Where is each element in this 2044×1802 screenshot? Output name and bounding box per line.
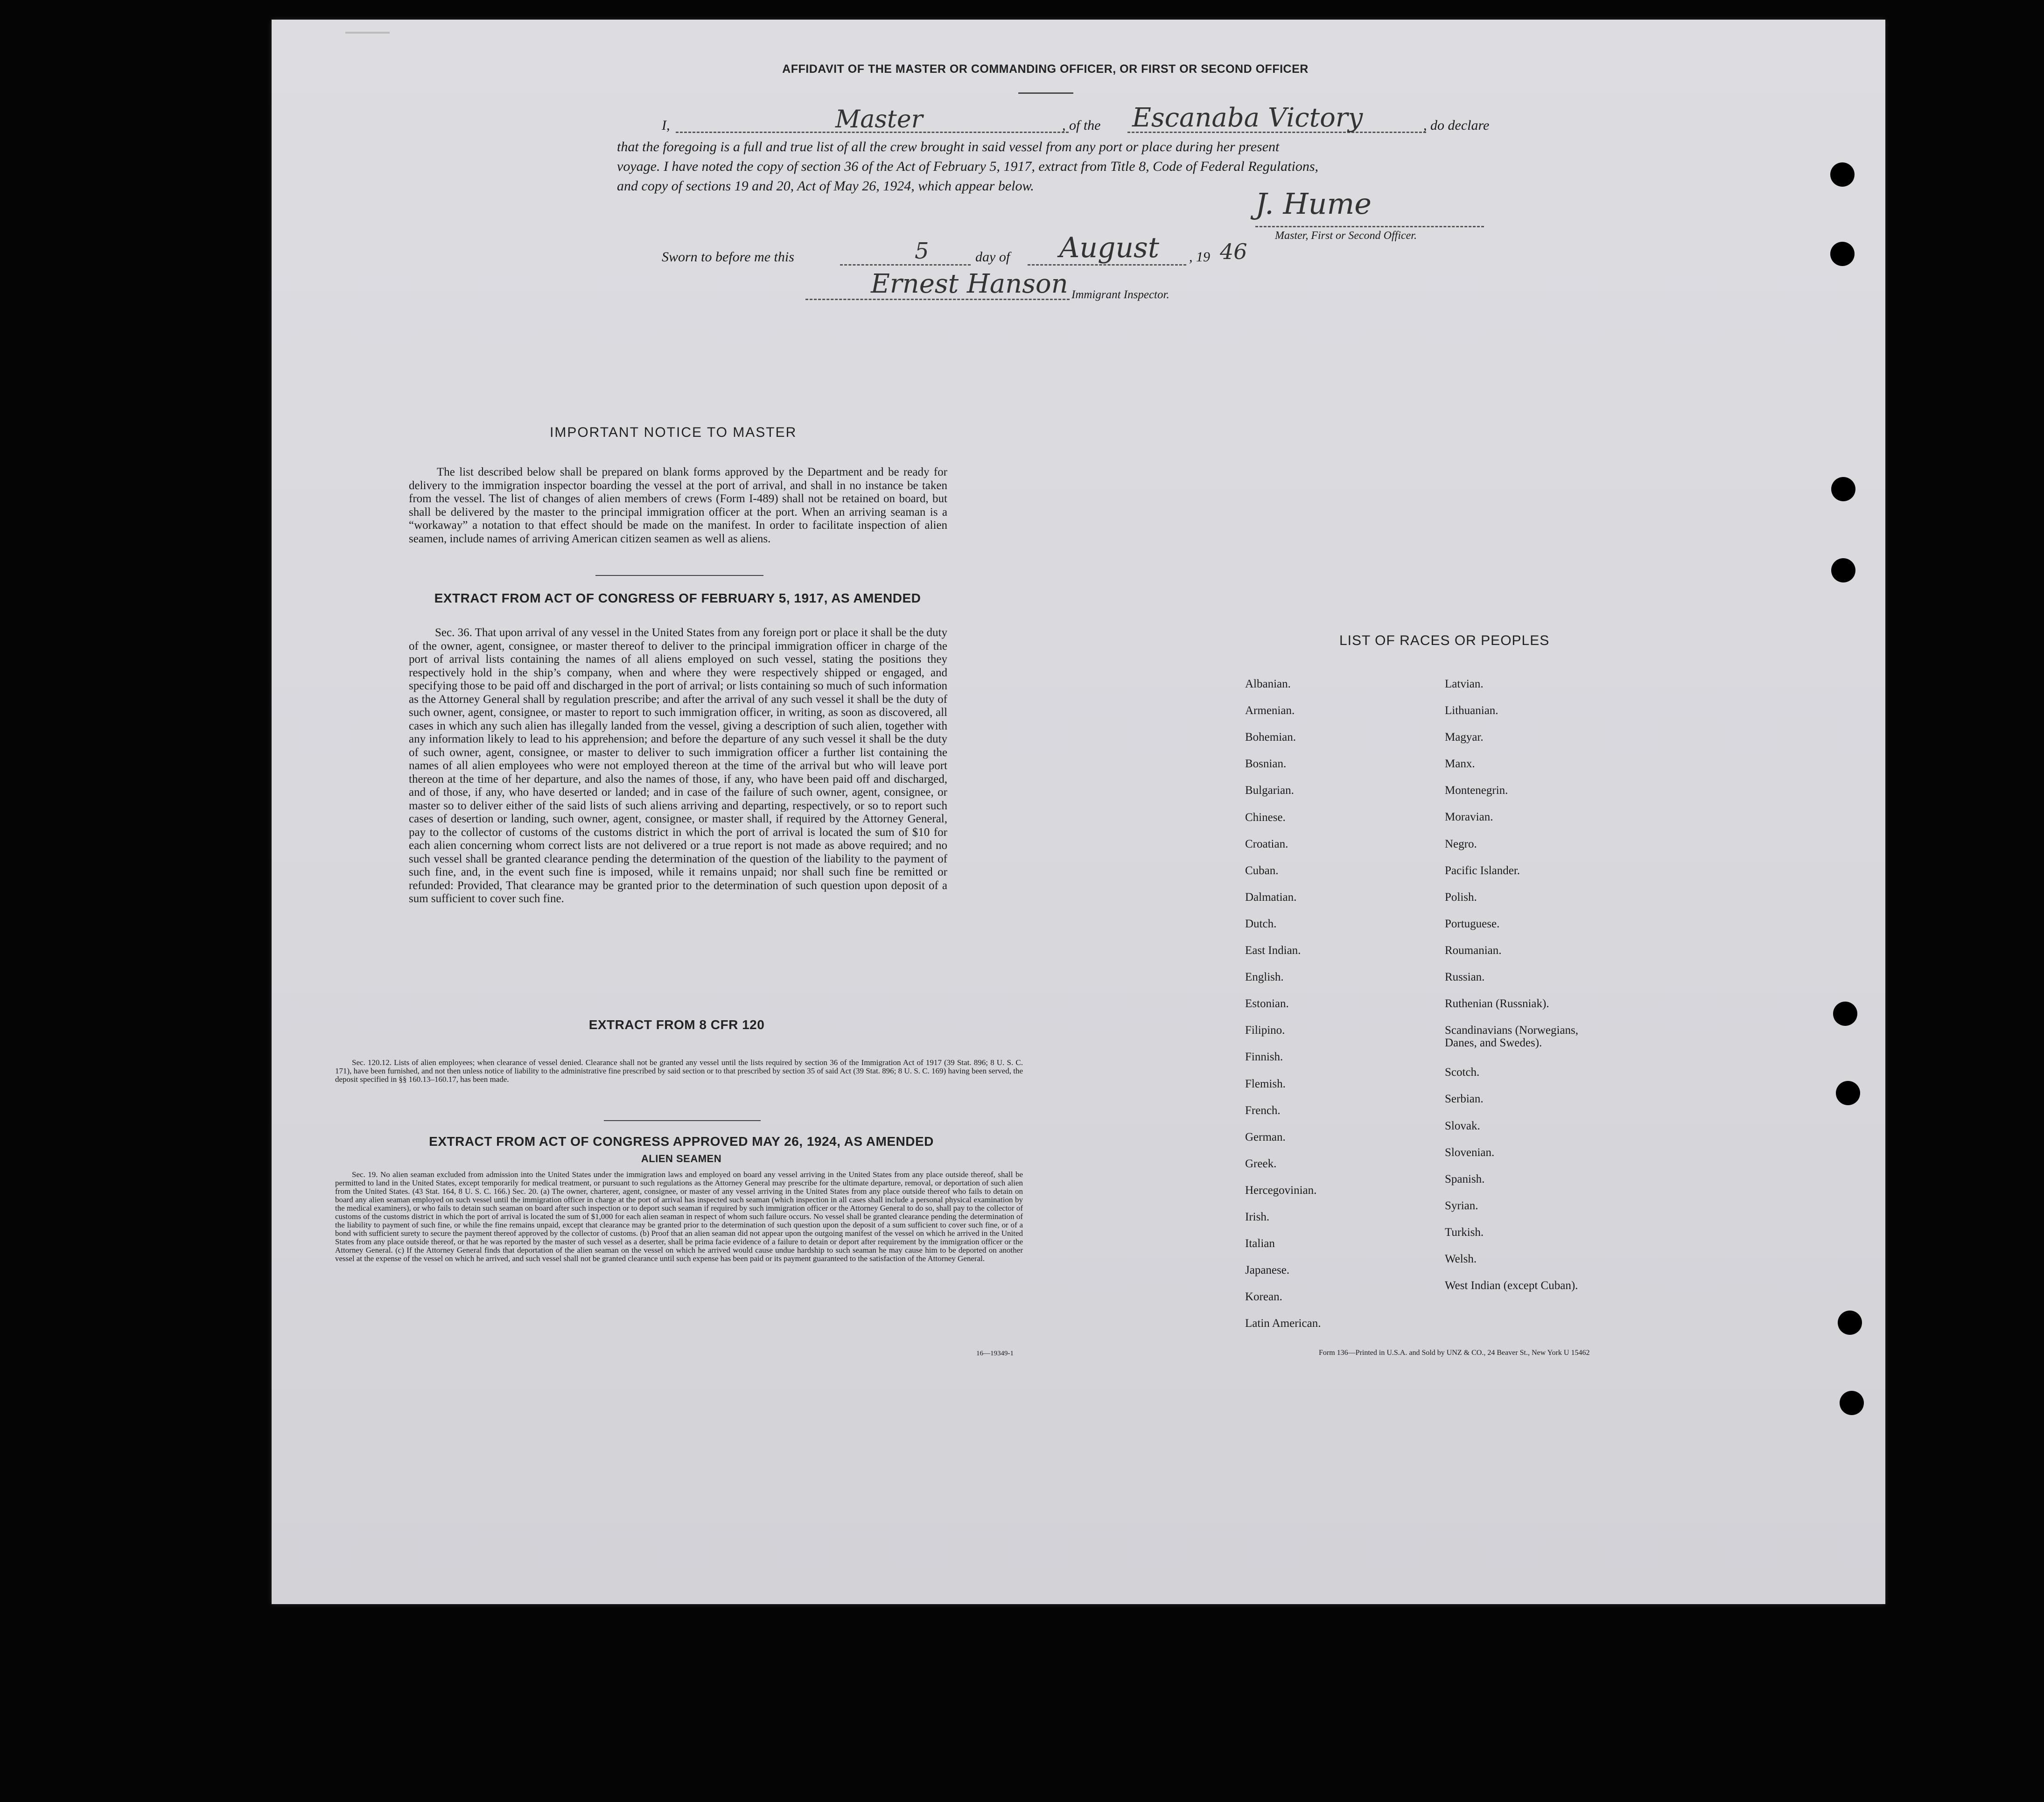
- inspector-label: Immigrant Inspector.: [1071, 288, 1169, 301]
- race-item: Hercegovinian.: [1245, 1184, 1317, 1197]
- extract-1924-title: EXTRACT FROM ACT OF CONGRESS APPROVED MAY 26, 1924, AS AMENDED: [429, 1134, 934, 1149]
- race-item: Serbian.: [1445, 1093, 1484, 1105]
- binder-hole: [1831, 477, 1855, 501]
- extract-1917-text: Sec. 36. That upon arrival of any vessel in the United States from any foreign port or place it shall be the duty of the owner, agent, consignee, or master thereof to deliver to the principal immigration officer in charge of the port of arrival lists containing the names of all aliens employed on such vessel, stating the positions they respectively hold in the ship’s company, when and where they were respectively shipped or engaged, and specifying those to be paid off and discharged in the port of arrival; or lists containing so much of such information as the Attorney General shall by regulation prescribe; and after the arrival of any such vessel it shall be the duty of such owner, agent, consignee, or master to report to such immigration officer, in writing, as soon as discovered, all cases in which any such alien has illegally landed from the vessel, giving a description of such alien, together with any information likely to lead to his apprehension; and before the departure of any such vessel it shall be the duty of such owner, agent, consignee, or master to deliver to such immigration officer a further list containing the names of all alien employees who were not employed thereon at the time of the arrival but who will leave port thereon at the time of her departure, and also the names of those, if any, who have been paid off and discharged, and of those, if any, who have deserted or landed; and in case of the failure of such owner, agent, consignee, or master so to deliver either of the said lists of such aliens arriving and departing, respectively, or so to report such cases of desertion or landing, such owner, agent, consignee, or master shall, if required by the Attorney General, pay to the collector of customs of the customs district in which the port of arrival is located the sum of $10 for each alien concerning whom correct lists are not delivered or a true report is not made as above required; and no such vessel shall be granted clearance pending the determination of the question of the liability to the payment of such fine, and, in the event such fine is imposed, while it remains unpaid; nor shall such fine be remitted or refunded: Provided, That clearance may be granted prior to the determination of such question upon deposit of a sum sufficient to cover such fine.: [409, 626, 947, 905]
- race-item: Scandinavians (Norwegians, Danes, and Swedes).: [1445, 1024, 1579, 1049]
- signature-line: [1255, 226, 1484, 227]
- race-item: Portuguese.: [1445, 918, 1500, 930]
- affidavit-line-3: voyage. I have noted the copy of section 36 of the Act of February 5, 1917, extract from Title 8, Code of Federal Regulations,: [617, 159, 1319, 174]
- race-item: Ruthenian (Russniak).: [1445, 997, 1549, 1010]
- race-item: Pacific Islander.: [1445, 864, 1520, 877]
- race-item: Latin American.: [1245, 1317, 1321, 1330]
- race-item: Magyar.: [1445, 731, 1484, 743]
- affidavit-title: AFFIDAVIT OF THE MASTER OR COMMANDING OFFICER, OR FIRST OR SECOND OFFICER: [782, 63, 1309, 76]
- binder-hole: [1838, 1311, 1862, 1335]
- extract-1917-title: EXTRACT FROM ACT OF CONGRESS OF FEBRUARY 5, 1917, AS AMENDED: [434, 591, 921, 605]
- cfr-rule: [604, 1120, 761, 1121]
- race-item: West Indian (except Cuban).: [1445, 1279, 1578, 1292]
- notice-title: IMPORTANT NOTICE TO MASTER: [550, 425, 797, 440]
- race-item: Filipino.: [1245, 1024, 1285, 1037]
- affidavit-i: I,: [662, 118, 670, 133]
- notice-text: The list described below shall be prepared on blank forms approved by the Department and be ready for delivery to the immigration inspector boarding the vessel at the port of arrival, and shall in no instance be taken from the vessel. The list of changes of alien members of crews (Form I-489) shall not be retained on board, but shall be delivered by the master to the principal immigration officer at the port. When an arriving seaman is a “workaway” a notation to that effect should be made on the manifest. In order to facilitate inspection of alien seamen, include names of arriving American citizen seamen as well as aliens.: [409, 466, 947, 545]
- inspector-handwritten: Ernest Hanson: [871, 269, 1068, 299]
- race-item: Slovak.: [1445, 1120, 1480, 1132]
- race-item: Moravian.: [1445, 811, 1493, 823]
- race-item: Korean.: [1245, 1290, 1282, 1303]
- race-item: Irish.: [1245, 1211, 1270, 1223]
- race-item: Albanian.: [1245, 678, 1291, 690]
- race-item: Welsh.: [1445, 1253, 1477, 1265]
- race-item: Flemish.: [1245, 1078, 1286, 1090]
- race-item: Bohemian.: [1245, 731, 1296, 743]
- of-the-text: , of the: [1062, 118, 1101, 133]
- race-item: Latvian.: [1445, 678, 1484, 690]
- binder-hole: [1840, 1391, 1864, 1415]
- title-rule: [1018, 92, 1073, 94]
- race-item: Manx.: [1445, 757, 1475, 770]
- year-handwritten: 46: [1220, 239, 1247, 264]
- race-item: Estonian.: [1245, 997, 1289, 1010]
- master-handwritten: Master: [835, 105, 923, 133]
- race-item: Spanish.: [1445, 1173, 1485, 1185]
- extract-cfr-text: Sec. 120.12. Lists of alien employees; when clearance of vessel denied. Clearance shall not be granted any vessel until the lists required by section 36 of the Immigration Act of 1917 (39 Stat. 896; 8 U. S. C. 171), have been furnished, and not then unless notice of liability to the administrative fine prescribed by said section or to that prescribed by section 35 of said Act (39 Stat. 896; 8 U. S. C. 169) having been served, the deposit specified in §§ 160.13–160.17, has been made.: [335, 1058, 1023, 1084]
- race-item: Bosnian.: [1245, 757, 1287, 770]
- day-of-text: day of: [975, 249, 1010, 265]
- affidavit-line-4: and copy of sections 19 and 20, Act of May 26, 1924, which appear below.: [617, 178, 1034, 194]
- race-item: Scotch.: [1445, 1066, 1480, 1079]
- sworn-text: Sworn to before me this: [662, 249, 794, 265]
- race-item: Syrian.: [1445, 1199, 1478, 1212]
- race-item: Cuban.: [1245, 864, 1279, 877]
- race-item: Negro.: [1445, 838, 1477, 850]
- signature-label: Master, First or Second Officer.: [1275, 230, 1417, 242]
- month-handwritten: August: [1059, 231, 1159, 264]
- races-title: LIST OF RACES OR PEOPLES: [1339, 633, 1550, 648]
- binder-hole: [1830, 162, 1855, 187]
- race-item: Russian.: [1445, 971, 1485, 983]
- race-item: Slovenian.: [1445, 1146, 1495, 1159]
- binder-hole: [1831, 558, 1855, 582]
- affidavit-line-2: that the foregoing is a full and true list of all the crew brought in said vessel from any port or place during her present: [617, 139, 1280, 154]
- race-item: Polish.: [1445, 891, 1477, 904]
- race-item: Finnish.: [1245, 1051, 1283, 1063]
- do-declare-text: , do declare: [1423, 118, 1490, 133]
- binder-hole: [1836, 1081, 1860, 1105]
- extract-cfr-title: EXTRACT FROM 8 CFR 120: [588, 1017, 765, 1032]
- year-prefix: , 19: [1189, 249, 1210, 265]
- race-item: Italian: [1245, 1237, 1275, 1250]
- binder-hole: [1830, 242, 1855, 266]
- race-item: Turkish.: [1445, 1226, 1484, 1239]
- race-item: French.: [1245, 1104, 1281, 1117]
- race-item: Armenian.: [1245, 704, 1295, 717]
- race-item: Dutch.: [1245, 918, 1277, 930]
- notice-rule: [595, 575, 763, 576]
- race-item: Montenegrin.: [1445, 784, 1508, 797]
- printer-footer: Form 136—Printed in U.S.A. and Sold by UNZ & CO., 24 Beaver St., New York U 15462: [1319, 1349, 1590, 1357]
- race-item: Japanese.: [1245, 1264, 1290, 1276]
- race-item: Roumanian.: [1445, 944, 1502, 957]
- race-item: East Indian.: [1245, 944, 1301, 957]
- race-item: Dalmatian.: [1245, 891, 1297, 904]
- race-item: English.: [1245, 971, 1284, 983]
- signature-handwritten: J. Hume: [1255, 187, 1372, 221]
- day-handwritten: 5: [915, 238, 929, 264]
- binder-hole: [1833, 1002, 1857, 1026]
- race-item: Lithuanian.: [1445, 704, 1498, 717]
- race-item: Chinese.: [1245, 811, 1286, 824]
- edge-mark: [345, 32, 390, 34]
- race-item: Bulgarian.: [1245, 784, 1294, 797]
- extract-1924-text: Sec. 19. No alien seaman excluded from admission into the United States under the immigration laws and employed on board any vessel arriving in the United States from any place outside thereof, shall be permitted to land in the United States, except temporarily for medical treatment, or pursuant to such regulations as the Attorney General may prescribe for the ultimate departure, removal, or deportation of such alien from the United States. (43 Stat. 164, 8 U. S. C. 166.) Sec. 20. (a) The owner, charterer, agent, consignee, or master of any vessel arriving in the United States from any place outside thereof who fails to detain on board any alien seaman employed on such vessel until the immigration officer in charge at the port of arrival has inspected such seaman (which inspection in all cases shall include a personal physical examination by the medical examiners), or who fails to detain such seaman on board after such inspection or to deport such seaman if required by such immigration officer or the Attorney General to do so, shall pay to the collector of customs of the customs district in which the port of arrival is located the sum of $1,000 for each alien seaman in respect of whom such failure occurs. No vessel shall be granted clearance pending the determination of the liability to payment of such fine, or while the fine remains unpaid, except that clearance may be granted prior to the determination of such question upon the deposit of a sum sufficient to cover such fine, or of a bond with sufficient surety to secure the payment thereof approved by the collector of customs. (b) Proof that an alien seaman did not appear upon the outgoing manifest of the vessel on which he arrived in the United States from any place outside thereof, or that he was reported by the master of such vessel as a deserter, shall be prima facie evidence of a failure to detain or deport after requirement by the immigration officer or the Attorney General. (c) If the Attorney General finds that deportation of the alien seaman on the vessel on which he arrived would cause undue hardship to such seaman he may cause him to be deported on another vessel at the expense of the vessel on which he arrived, and such vessel shall not be granted clearance until such expense has been paid or its payment guaranteed to the satisfaction of the Attorney General.: [335, 1170, 1023, 1263]
- month-line: [1028, 264, 1186, 266]
- vessel-handwritten: Escanaba Victory: [1132, 103, 1363, 133]
- race-item: Croatian.: [1245, 838, 1288, 850]
- form-number: 16—19349-1: [976, 1350, 1014, 1357]
- day-line: [840, 264, 971, 266]
- race-item: German.: [1245, 1131, 1286, 1143]
- extract-1924-subtitle: ALIEN SEAMEN: [641, 1153, 722, 1164]
- race-item: Greek.: [1245, 1157, 1277, 1170]
